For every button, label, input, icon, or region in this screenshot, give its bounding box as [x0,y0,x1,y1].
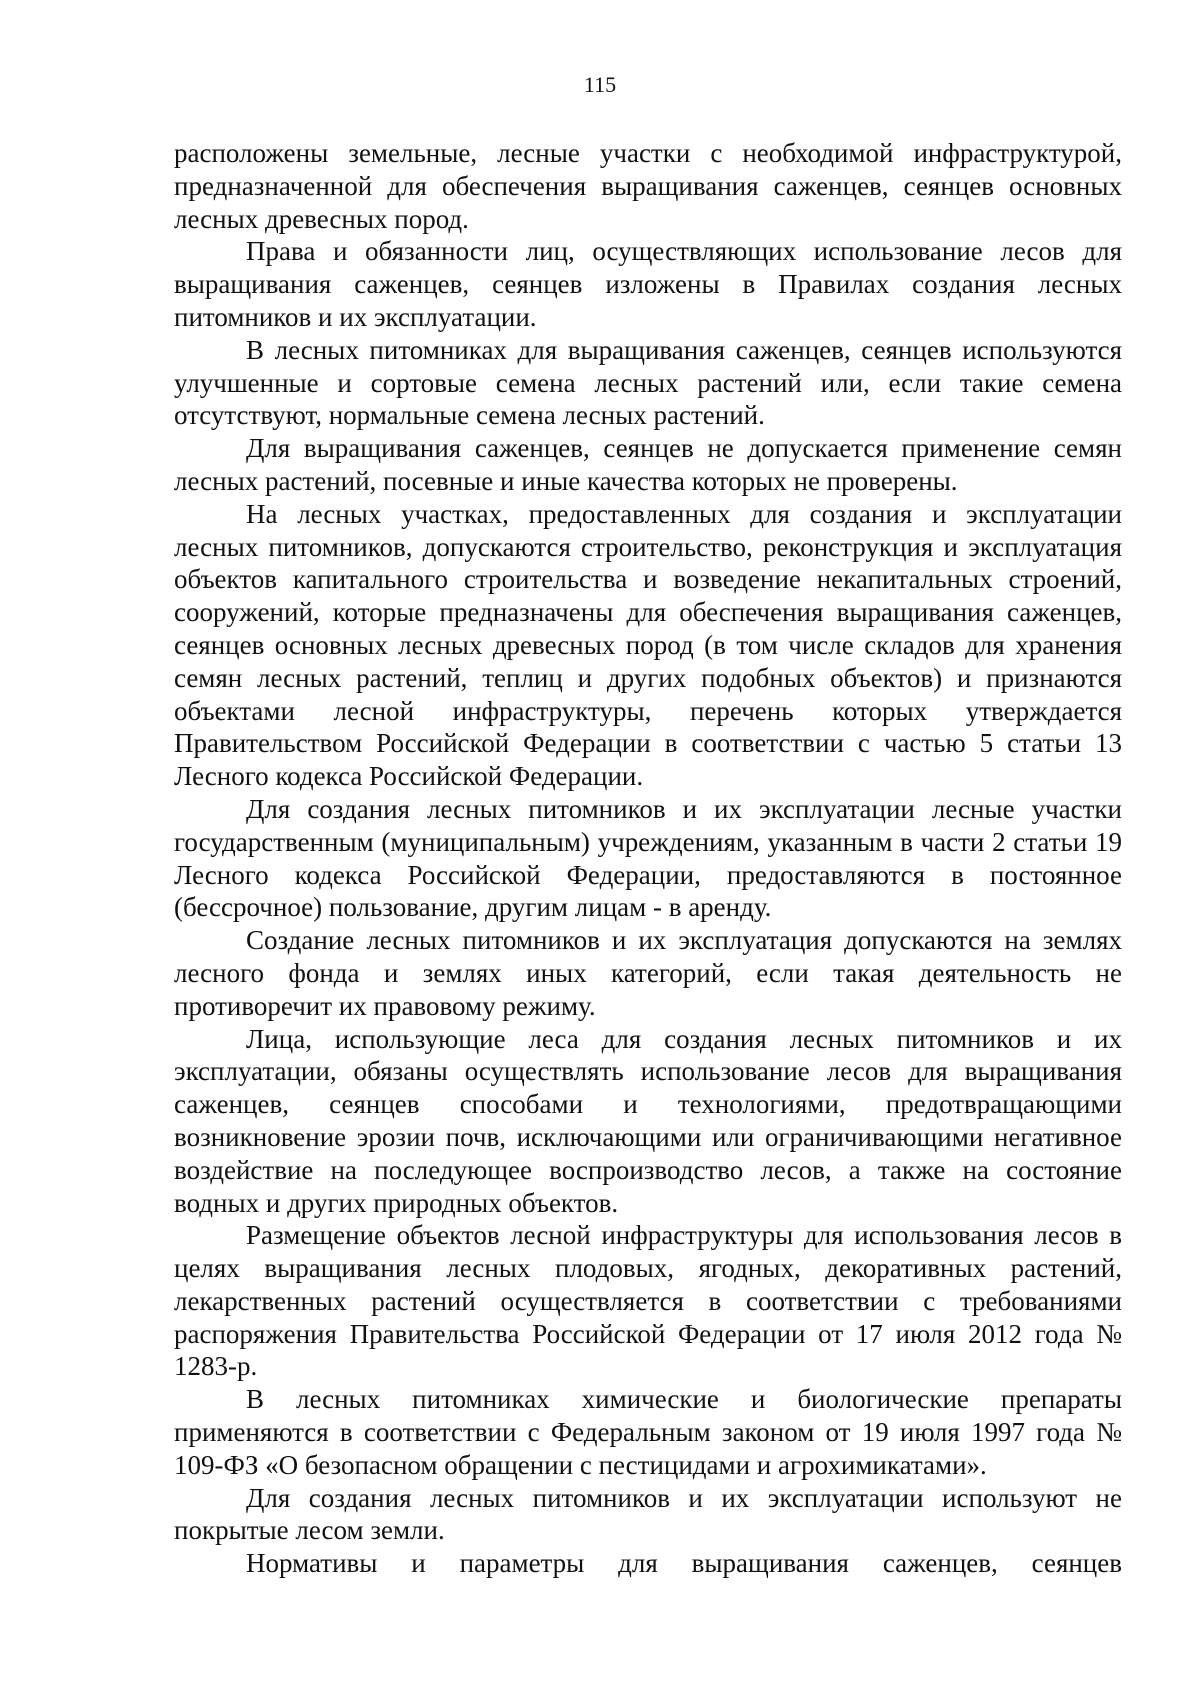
paragraph-norms-start: Нормативы и параметры для выращивания саженцев, сеянцев [246,1548,1122,1579]
paragraph-allowed-construction: На лесных участках, предоставленных для создания и эксплуатации лесных питомников, допускаются строительство, реконструкция и эксплуатация объектов капитального строительства и возведение некапитальных строений, сооружений, которые предназначены для обеспечения выращивания саженцев, сеянцев основных лесных древесных пород (в том числе складов для хранения семян лесных растений, теплиц и других подобных объектов) и признаются объектами лесной инфраструктуры, перечень которых утверждается Правительством Российской Федерации в соответствии с частью 5 статьи 13 Лесного кодекса Российской Федерации. [174,498,1122,792]
paragraph-unforested-land: Для создания лесных питомников и их эксплуатации используют не покрытые лесом земли. [174,1482,1122,1546]
page-number: 115 [583,72,617,97]
paragraph-chemicals: В лесных питомниках химические и биологические препараты применяются в соответствии с Федеральным законом от 19 июля 1997 года № 109-ФЗ «О безопасном обращении с пестицидами и агрохимикатами». [174,1384,1122,1480]
paragraph-obligations: Лица, использующие леса для создания лесных питомников и их эксплуатации, обязаны осуществлять использование лесов для выращивания саженцев, сеянцев способами и технологиями, предотвращающими возникновение эрозии почв, исключающими или ограничивающими негативное воздействие на последующее воспроизводство лесов, а также на состояние водных и других природных объектов. [174,1023,1122,1218]
paragraph-unchecked-seeds: Для выращивания саженцев, сеянцев не допускается применение семян лесных растений, посевные и иные качества которых не проверены. [174,433,1122,496]
paragraph-infrastructure-placement: Размещение объектов лесной инфраструктуры для использования лесов в целях выращивания лесных плодовых, ягодных, декоративных растений, лекарственных растений осуществляется в соответствии с требованиями распоряжения Правительства Российской Федерации от 17 июля 2012 года № 1283-р. [174,1220,1122,1382]
document-body [174,137,1122,1580]
paragraph-rights-and-duties: Права и обязанности лиц, осуществляющих использование лесов для выращивания саженцев, сеянцев изложены в Правилах создания лесных питомников и их эксплуатации. [174,236,1122,332]
paragraph-land-provision: Для создания лесных питомников и их эксплуатации лесные участки государственным (муниципальным) учреждениям, указанным в части 2 статьи 19 Лесного кодекса Российской Федерации, предоставляются в постоянное (бессрочное) пользование, другим лицам - в аренду. [174,793,1122,923]
paragraph-seeds-used: В лесных питомниках для выращивания саженцев, сеянцев используются улучшенные и сортовые семена лесных растений или, если такие семена отсутствуют, нормальные семена лесных растений. [174,334,1122,431]
paragraph-land-categories: Создание лесных питомников и их эксплуатация допускаются на землях лесного фонда и землях иных категорий, если такая деятельность не противоречит их правовому режиму. [174,925,1122,1021]
paragraph-continuation: расположены земельные, лесные участки с необходимой инфраструктурой, предназначенной для обеспечения выращивания саженцев, сеянцев основных лесных древесных пород. [174,138,1122,234]
